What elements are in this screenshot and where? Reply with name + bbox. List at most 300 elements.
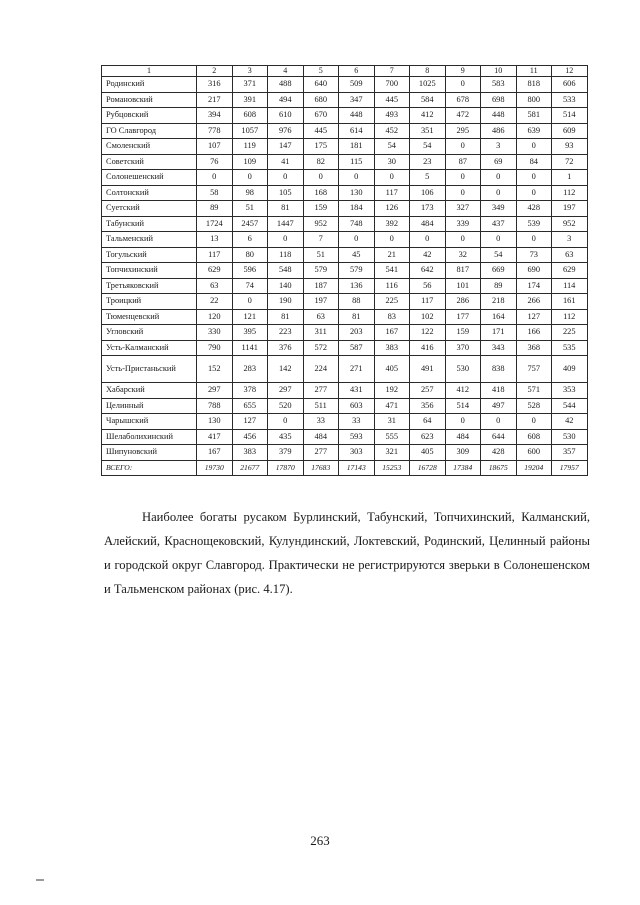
value-cell: 112 [552,185,588,201]
value-cell: 976 [268,123,304,139]
value-cell: 583 [481,77,517,93]
value-cell: 555 [374,429,410,445]
value-cell: 0 [374,170,410,186]
value-cell: 579 [303,263,339,279]
value-cell: 225 [374,294,410,310]
value-cell: 610 [268,108,304,124]
table-row [102,414,588,430]
district-name-cell: Угловский [102,325,197,341]
value-cell: 166 [516,325,552,341]
value-cell: 33 [339,414,375,430]
value-cell: 33 [303,414,339,430]
value-cell: 608 [516,429,552,445]
district-name-cell: Рубцовский [102,108,197,124]
value-cell: 197 [303,294,339,310]
value-cell: 0 [445,170,481,186]
table-row [102,170,588,186]
column-header: 10 [481,66,517,77]
value-cell: 680 [303,92,339,108]
value-cell: 488 [268,77,304,93]
value-cell: 283 [232,356,268,383]
value-cell: 84 [516,154,552,170]
value-cell: 376 [268,340,304,356]
value-cell: 428 [516,201,552,217]
value-cell: 579 [339,263,375,279]
value-cell: 484 [410,216,446,232]
table-row [102,123,588,139]
value-cell: 379 [268,445,304,461]
value-cell: 437 [481,216,517,232]
value-cell: 167 [197,445,233,461]
district-name-cell: Усть-Калманский [102,340,197,356]
table-row [102,263,588,279]
value-cell: 644 [481,429,517,445]
value-cell: 0 [445,77,481,93]
value-cell: 356 [410,398,446,414]
value-cell: 494 [268,92,304,108]
value-cell: 0 [374,232,410,248]
value-cell: 173 [410,201,446,217]
district-name-cell: Тальменский [102,232,197,248]
district-name-cell: ГО Славгород [102,123,197,139]
value-cell: 608 [232,108,268,124]
value-cell: 159 [445,325,481,341]
value-cell: 105 [268,185,304,201]
total-value-cell: 17870 [268,460,304,476]
value-cell: 456 [232,429,268,445]
value-cell: 606 [552,77,588,93]
value-cell: 56 [410,278,446,294]
value-cell: 311 [303,325,339,341]
value-cell: 669 [481,263,517,279]
value-cell: 297 [268,383,304,399]
value-cell: 405 [374,356,410,383]
value-cell: 511 [303,398,339,414]
table-row [102,216,588,232]
value-cell: 520 [268,398,304,414]
value-cell: 181 [339,139,375,155]
value-cell: 748 [339,216,375,232]
value-cell: 42 [410,247,446,263]
table-row [102,92,588,108]
value-cell: 0 [481,170,517,186]
value-cell: 175 [303,139,339,155]
value-cell: 541 [374,263,410,279]
district-name-cell: Третьяковский [102,278,197,294]
value-cell: 286 [445,294,481,310]
value-cell: 484 [445,429,481,445]
value-cell: 122 [410,325,446,341]
district-name-cell: Топчихинский [102,263,197,279]
body-paragraph: Наиболее богаты русаком Бурлинский, Табунский, Топчихинский, Калманский, Алейский, Краснощековский, Кулундинский, Локтевский, Родинский, Целинный районы и городской округ Славгород. Практически не регистрируются зверьки в Солонешенском и Тальменском районах (рис. 4.17). [104,510,590,596]
value-cell: 21 [374,247,410,263]
value-cell: 81 [268,201,304,217]
value-cell: 448 [339,108,375,124]
table-row [102,445,588,461]
value-cell: 535 [552,340,588,356]
value-cell: 22 [197,294,233,310]
value-cell: 130 [197,414,233,430]
column-header: 2 [197,66,233,77]
column-header: 9 [445,66,481,77]
column-header: 8 [410,66,446,77]
value-cell: 584 [410,92,446,108]
table-header [102,66,588,77]
value-cell: 121 [232,309,268,325]
value-cell: 82 [303,154,339,170]
value-cell: 309 [445,445,481,461]
value-cell: 31 [374,414,410,430]
data-table [101,65,588,476]
district-name-cell: Шелаболихинский [102,429,197,445]
value-cell: 225 [552,325,588,341]
value-cell: 428 [481,445,517,461]
value-cell: 1 [552,170,588,186]
value-cell: 0 [516,414,552,430]
value-cell: 217 [197,92,233,108]
value-cell: 678 [445,92,481,108]
column-header: 1 [102,66,197,77]
value-cell: 303 [339,445,375,461]
district-name-cell: Целинный [102,398,197,414]
value-cell: 102 [410,309,446,325]
value-cell: 0 [268,414,304,430]
value-cell: 642 [410,263,446,279]
value-cell: 0 [445,185,481,201]
value-cell: 629 [197,263,233,279]
value-cell: 0 [303,170,339,186]
value-cell: 368 [516,340,552,356]
value-cell: 54 [374,139,410,155]
value-cell: 383 [374,340,410,356]
value-cell: 698 [481,92,517,108]
value-cell: 0 [410,232,446,248]
table-row [102,278,588,294]
table-row [102,398,588,414]
value-cell: 190 [268,294,304,310]
value-cell: 117 [410,294,446,310]
value-cell: 327 [445,201,481,217]
value-cell: 2457 [232,216,268,232]
value-cell: 218 [481,294,517,310]
value-cell: 192 [374,383,410,399]
value-cell: 530 [445,356,481,383]
table-row [102,247,588,263]
value-cell: 418 [481,383,517,399]
table-row [102,185,588,201]
value-cell: 528 [516,398,552,414]
value-cell: 486 [481,123,517,139]
value-cell: 81 [268,309,304,325]
value-cell: 87 [445,154,481,170]
value-cell: 177 [445,309,481,325]
table-row [102,429,588,445]
value-cell: 127 [232,414,268,430]
table-row [102,325,588,341]
value-cell: 3 [552,232,588,248]
total-value-cell: 15253 [374,460,410,476]
total-value-cell: 18675 [481,460,517,476]
value-cell: 0 [268,232,304,248]
value-cell: 353 [552,383,588,399]
total-value-cell: 19204 [516,460,552,476]
value-cell: 64 [410,414,446,430]
value-cell: 72 [552,154,588,170]
value-cell: 347 [339,92,375,108]
value-cell: 1057 [232,123,268,139]
value-cell: 596 [232,263,268,279]
scan-mark [36,879,44,881]
value-cell: 0 [232,294,268,310]
value-cell: 126 [374,201,410,217]
value-cell: 0 [516,139,552,155]
value-cell: 416 [410,340,446,356]
value-cell: 952 [552,216,588,232]
value-cell: 571 [516,383,552,399]
total-value-cell: 19730 [197,460,233,476]
value-cell: 343 [481,340,517,356]
value-cell: 271 [339,356,375,383]
value-cell: 171 [481,325,517,341]
value-cell: 7 [303,232,339,248]
district-name-cell: Троицкий [102,294,197,310]
value-cell: 80 [232,247,268,263]
value-cell: 623 [410,429,446,445]
value-cell: 394 [197,108,233,124]
value-cell: 952 [303,216,339,232]
value-cell: 184 [339,201,375,217]
value-cell: 0 [516,170,552,186]
value-cell: 109 [232,154,268,170]
value-cell: 509 [339,77,375,93]
table-body [102,77,588,476]
value-cell: 277 [303,445,339,461]
value-cell: 161 [552,294,588,310]
value-cell: 1724 [197,216,233,232]
value-cell: 700 [374,77,410,93]
total-value-cell: 17143 [339,460,375,476]
value-cell: 83 [374,309,410,325]
value-cell: 838 [481,356,517,383]
value-cell: 412 [410,108,446,124]
page-number: 263 [310,833,330,848]
value-cell: 120 [197,309,233,325]
value-cell: 23 [410,154,446,170]
value-cell: 168 [303,185,339,201]
total-value-cell: 17683 [303,460,339,476]
value-cell: 295 [445,123,481,139]
value-cell: 74 [232,278,268,294]
district-name-cell: Чарышский [102,414,197,430]
value-cell: 0 [445,232,481,248]
value-cell: 5 [410,170,446,186]
value-cell: 0 [516,185,552,201]
value-cell: 533 [552,92,588,108]
value-cell: 0 [481,414,517,430]
value-cell: 371 [232,77,268,93]
value-cell: 152 [197,356,233,383]
value-cell: 472 [445,108,481,124]
value-cell: 257 [410,383,446,399]
value-cell: 164 [481,309,517,325]
value-cell: 0 [339,170,375,186]
value-cell: 629 [552,263,588,279]
value-cell: 197 [552,201,588,217]
value-cell: 115 [339,154,375,170]
value-cell: 1447 [268,216,304,232]
value-cell: 119 [232,139,268,155]
value-cell: 41 [268,154,304,170]
value-cell: 572 [303,340,339,356]
value-cell: 316 [197,77,233,93]
value-cell: 370 [445,340,481,356]
value-cell: 63 [303,309,339,325]
value-cell: 130 [339,185,375,201]
value-cell: 98 [232,185,268,201]
value-cell: 51 [232,201,268,217]
value-cell: 223 [268,325,304,341]
value-cell: 530 [552,429,588,445]
value-cell: 0 [445,414,481,430]
value-cell: 778 [197,123,233,139]
value-cell: 0 [339,232,375,248]
value-cell: 412 [445,383,481,399]
value-cell: 54 [410,139,446,155]
value-cell: 112 [552,309,588,325]
value-cell: 0 [232,170,268,186]
value-cell: 818 [516,77,552,93]
value-cell: 142 [268,356,304,383]
district-name-cell: Смоленский [102,139,197,155]
value-cell: 757 [516,356,552,383]
value-cell: 203 [339,325,375,341]
value-cell: 114 [552,278,588,294]
value-cell: 431 [339,383,375,399]
column-header: 12 [552,66,588,77]
value-cell: 159 [303,201,339,217]
value-cell: 93 [552,139,588,155]
table-row [102,154,588,170]
table-row [102,309,588,325]
value-cell: 63 [552,247,588,263]
value-cell: 417 [197,429,233,445]
column-header: 6 [339,66,375,77]
value-cell: 514 [445,398,481,414]
value-cell: 788 [197,398,233,414]
table-row [102,108,588,124]
value-cell: 0 [481,185,517,201]
value-cell: 0 [516,232,552,248]
header-row [102,66,588,77]
district-name-cell: Советский [102,154,197,170]
value-cell: 339 [445,216,481,232]
value-cell: 378 [232,383,268,399]
value-cell: 89 [481,278,517,294]
table-row [102,139,588,155]
value-cell: 639 [516,123,552,139]
total-value-cell: 17957 [552,460,588,476]
value-cell: 13 [197,232,233,248]
value-cell: 609 [552,123,588,139]
value-cell: 297 [197,383,233,399]
value-cell: 0 [481,232,517,248]
value-cell: 0 [268,170,304,186]
total-value-cell: 17384 [445,460,481,476]
value-cell: 32 [445,247,481,263]
value-cell: 497 [481,398,517,414]
total-value-cell: 16728 [410,460,446,476]
value-cell: 42 [552,414,588,430]
column-header: 5 [303,66,339,77]
value-cell: 116 [374,278,410,294]
district-name-cell: Романовский [102,92,197,108]
value-cell: 395 [232,325,268,341]
column-header: 3 [232,66,268,77]
table-row [102,201,588,217]
table-row [102,294,588,310]
value-cell: 800 [516,92,552,108]
value-cell: 351 [410,123,446,139]
value-cell: 224 [303,356,339,383]
value-cell: 600 [516,445,552,461]
value-cell: 45 [339,247,375,263]
value-cell: 448 [481,108,517,124]
value-cell: 593 [339,429,375,445]
value-cell: 817 [445,263,481,279]
value-cell: 174 [516,278,552,294]
table-row [102,356,588,383]
value-cell: 3 [481,139,517,155]
value-cell: 0 [445,139,481,155]
value-cell: 514 [552,108,588,124]
value-cell: 321 [374,445,410,461]
total-label-cell: ВСЕГО: [102,460,197,476]
value-cell: 491 [410,356,446,383]
value-cell: 655 [232,398,268,414]
value-cell: 30 [374,154,410,170]
value-cell: 101 [445,278,481,294]
value-cell: 117 [197,247,233,263]
value-cell: 6 [232,232,268,248]
value-cell: 581 [516,108,552,124]
value-cell: 471 [374,398,410,414]
value-cell: 330 [197,325,233,341]
table-row [102,77,588,93]
value-cell: 88 [339,294,375,310]
district-name-cell: Родинский [102,77,197,93]
value-cell: 73 [516,247,552,263]
value-cell: 640 [303,77,339,93]
table-row [102,383,588,399]
value-cell: 690 [516,263,552,279]
value-cell: 391 [232,92,268,108]
total-value-cell: 21677 [232,460,268,476]
value-cell: 167 [374,325,410,341]
value-cell: 392 [374,216,410,232]
value-cell: 89 [197,201,233,217]
value-cell: 539 [516,216,552,232]
value-cell: 587 [339,340,375,356]
value-cell: 51 [303,247,339,263]
value-cell: 614 [339,123,375,139]
value-cell: 277 [303,383,339,399]
value-cell: 136 [339,278,375,294]
value-cell: 118 [268,247,304,263]
district-name-cell: Тюменцевский [102,309,197,325]
column-header: 4 [268,66,304,77]
value-cell: 1025 [410,77,446,93]
value-cell: 445 [374,92,410,108]
